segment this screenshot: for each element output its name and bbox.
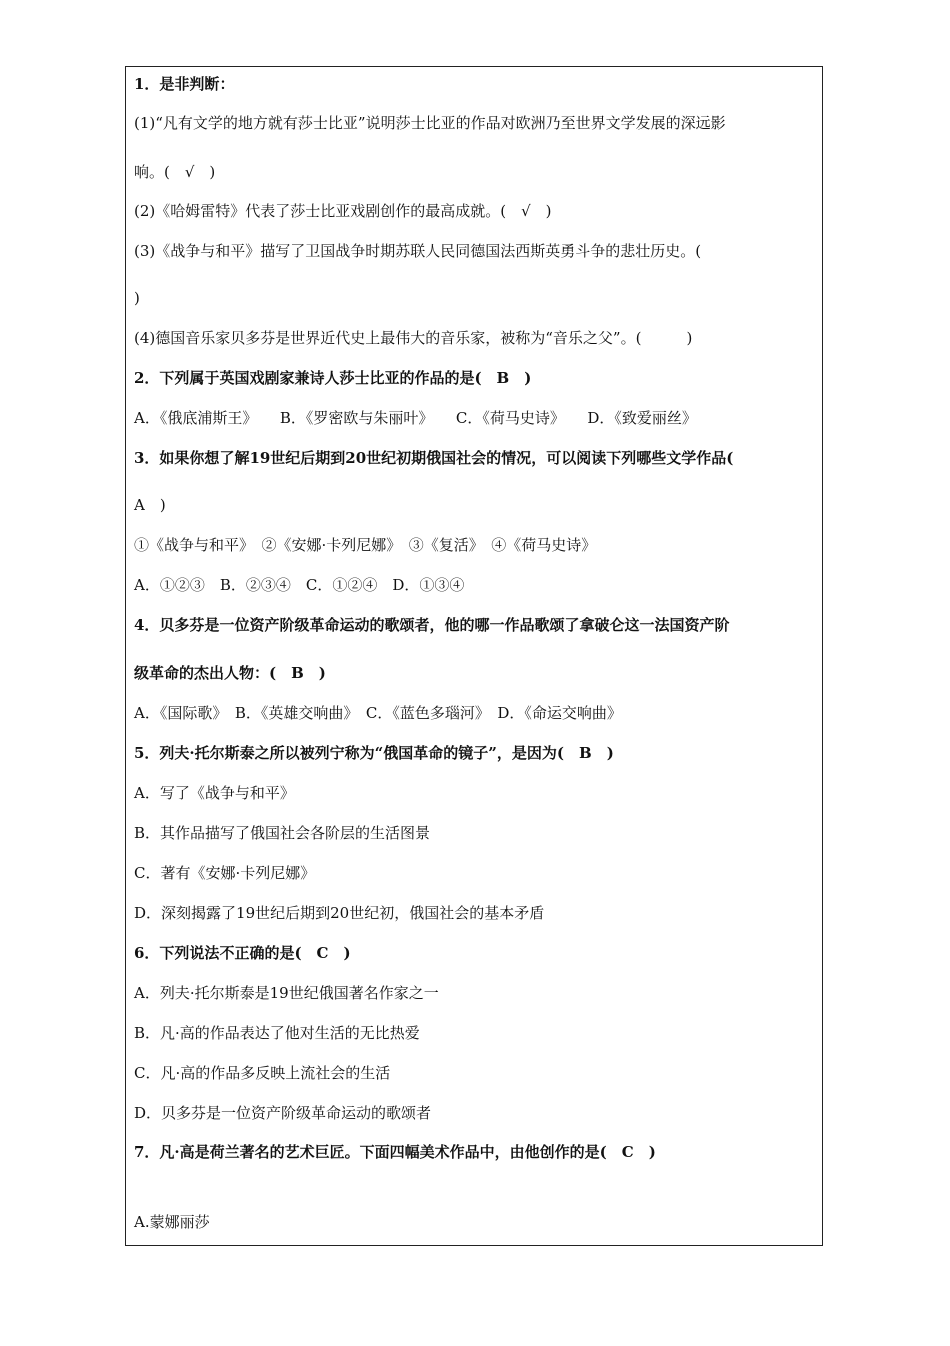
question-6: 6．下列说法不正确的是( C ) bbox=[134, 944, 351, 962]
question-7: 7．凡·高是荷兰著名的艺术巨匠。下面四幅美术作品中，由他创作的是( C ) bbox=[134, 1143, 656, 1161]
question-4-line-1: 4．贝多芬是一位资产阶级革命运动的歌颂者，他的哪一作品歌颂了拿破仑这一法国资产阶 bbox=[134, 616, 730, 634]
statement-1-line-2: 响。( √ ) bbox=[134, 163, 216, 181]
question-5-option-b: B．其作品描写了俄国社会各阶层的生活图景 bbox=[134, 824, 431, 842]
question-4-options: A．《国际歌》 B．《英雄交响曲》 C．《蓝色多瑙河》 D．《命运交响曲》 bbox=[134, 704, 622, 722]
question-5-option-a: A．写了《战争与和平》 bbox=[134, 784, 295, 802]
question-4-line-2: 级革命的杰出人物：( B ) bbox=[134, 664, 326, 682]
question-2: 2．下列属于英国戏剧家兼诗人莎士比亚的作品的是( B ) bbox=[134, 369, 532, 387]
statement-1-line-1: (1)“凡有文学的地方就有莎士比亚”说明莎士比亚的作品对欧洲乃至世界文学发展的深远影 bbox=[134, 114, 726, 132]
question-5: 5．列夫·托尔斯泰之所以被列宁称为“俄国革命的镜子”，是因为( B ) bbox=[134, 744, 614, 762]
statement-3-line-1: (3)《战争与和平》描写了卫国战争时期苏联人民同德国法西斯英勇斗争的悲壮历史。( bbox=[134, 242, 702, 260]
question-3-line-1: 3．如果你想了解19世纪后期到20世纪初期俄国社会的情况，可以阅读下列哪些文学作品( bbox=[134, 449, 734, 467]
statement-4: (4)德国音乐家贝多芬是世界近代史上最伟大的音乐家，被称为“音乐之父”。( ) bbox=[134, 329, 693, 347]
question-6-option-d: D．贝多芬是一位资产阶级革命运动的歌颂者 bbox=[134, 1104, 432, 1122]
question-6-option-b: B．凡·高的作品表达了他对生活的无比热爱 bbox=[134, 1024, 420, 1042]
question-1-title: 1．是非判断： bbox=[134, 75, 235, 93]
question-2-options: A．《俄底浦斯王》 B．《罗密欧与朱丽叶》 C．《荷马史诗》 D．《致爱丽丝》 bbox=[134, 409, 697, 427]
question-3-line-2: A ) bbox=[134, 496, 166, 514]
question-6-option-a: A．列夫·托尔斯泰是19世纪俄国著名作家之一 bbox=[134, 984, 439, 1002]
question-6-option-c: C．凡·高的作品多反映上流社会的生活 bbox=[134, 1064, 391, 1082]
question-3-options: A．①②③ B．②③④ C．①②④ D．①③④ bbox=[134, 576, 465, 594]
question-3-works: ①《战争与和平》 ②《安娜·卡列尼娜》 ③《复活》 ④《荷马史诗》 bbox=[134, 536, 597, 554]
question-5-option-d: D．深刻揭露了19世纪后期到20世纪初，俄国社会的基本矛盾 bbox=[134, 904, 545, 922]
question-box bbox=[125, 66, 823, 1246]
statement-2: (2)《哈姆雷特》代表了莎士比亚戏剧创作的最高成就。( √ ) bbox=[134, 202, 552, 220]
question-5-option-c: C．著有《安娜·卡列尼娜》 bbox=[134, 864, 316, 882]
statement-3-line-2: ) bbox=[134, 289, 140, 307]
question-7-option-a: A.蒙娜丽莎 bbox=[134, 1213, 210, 1231]
